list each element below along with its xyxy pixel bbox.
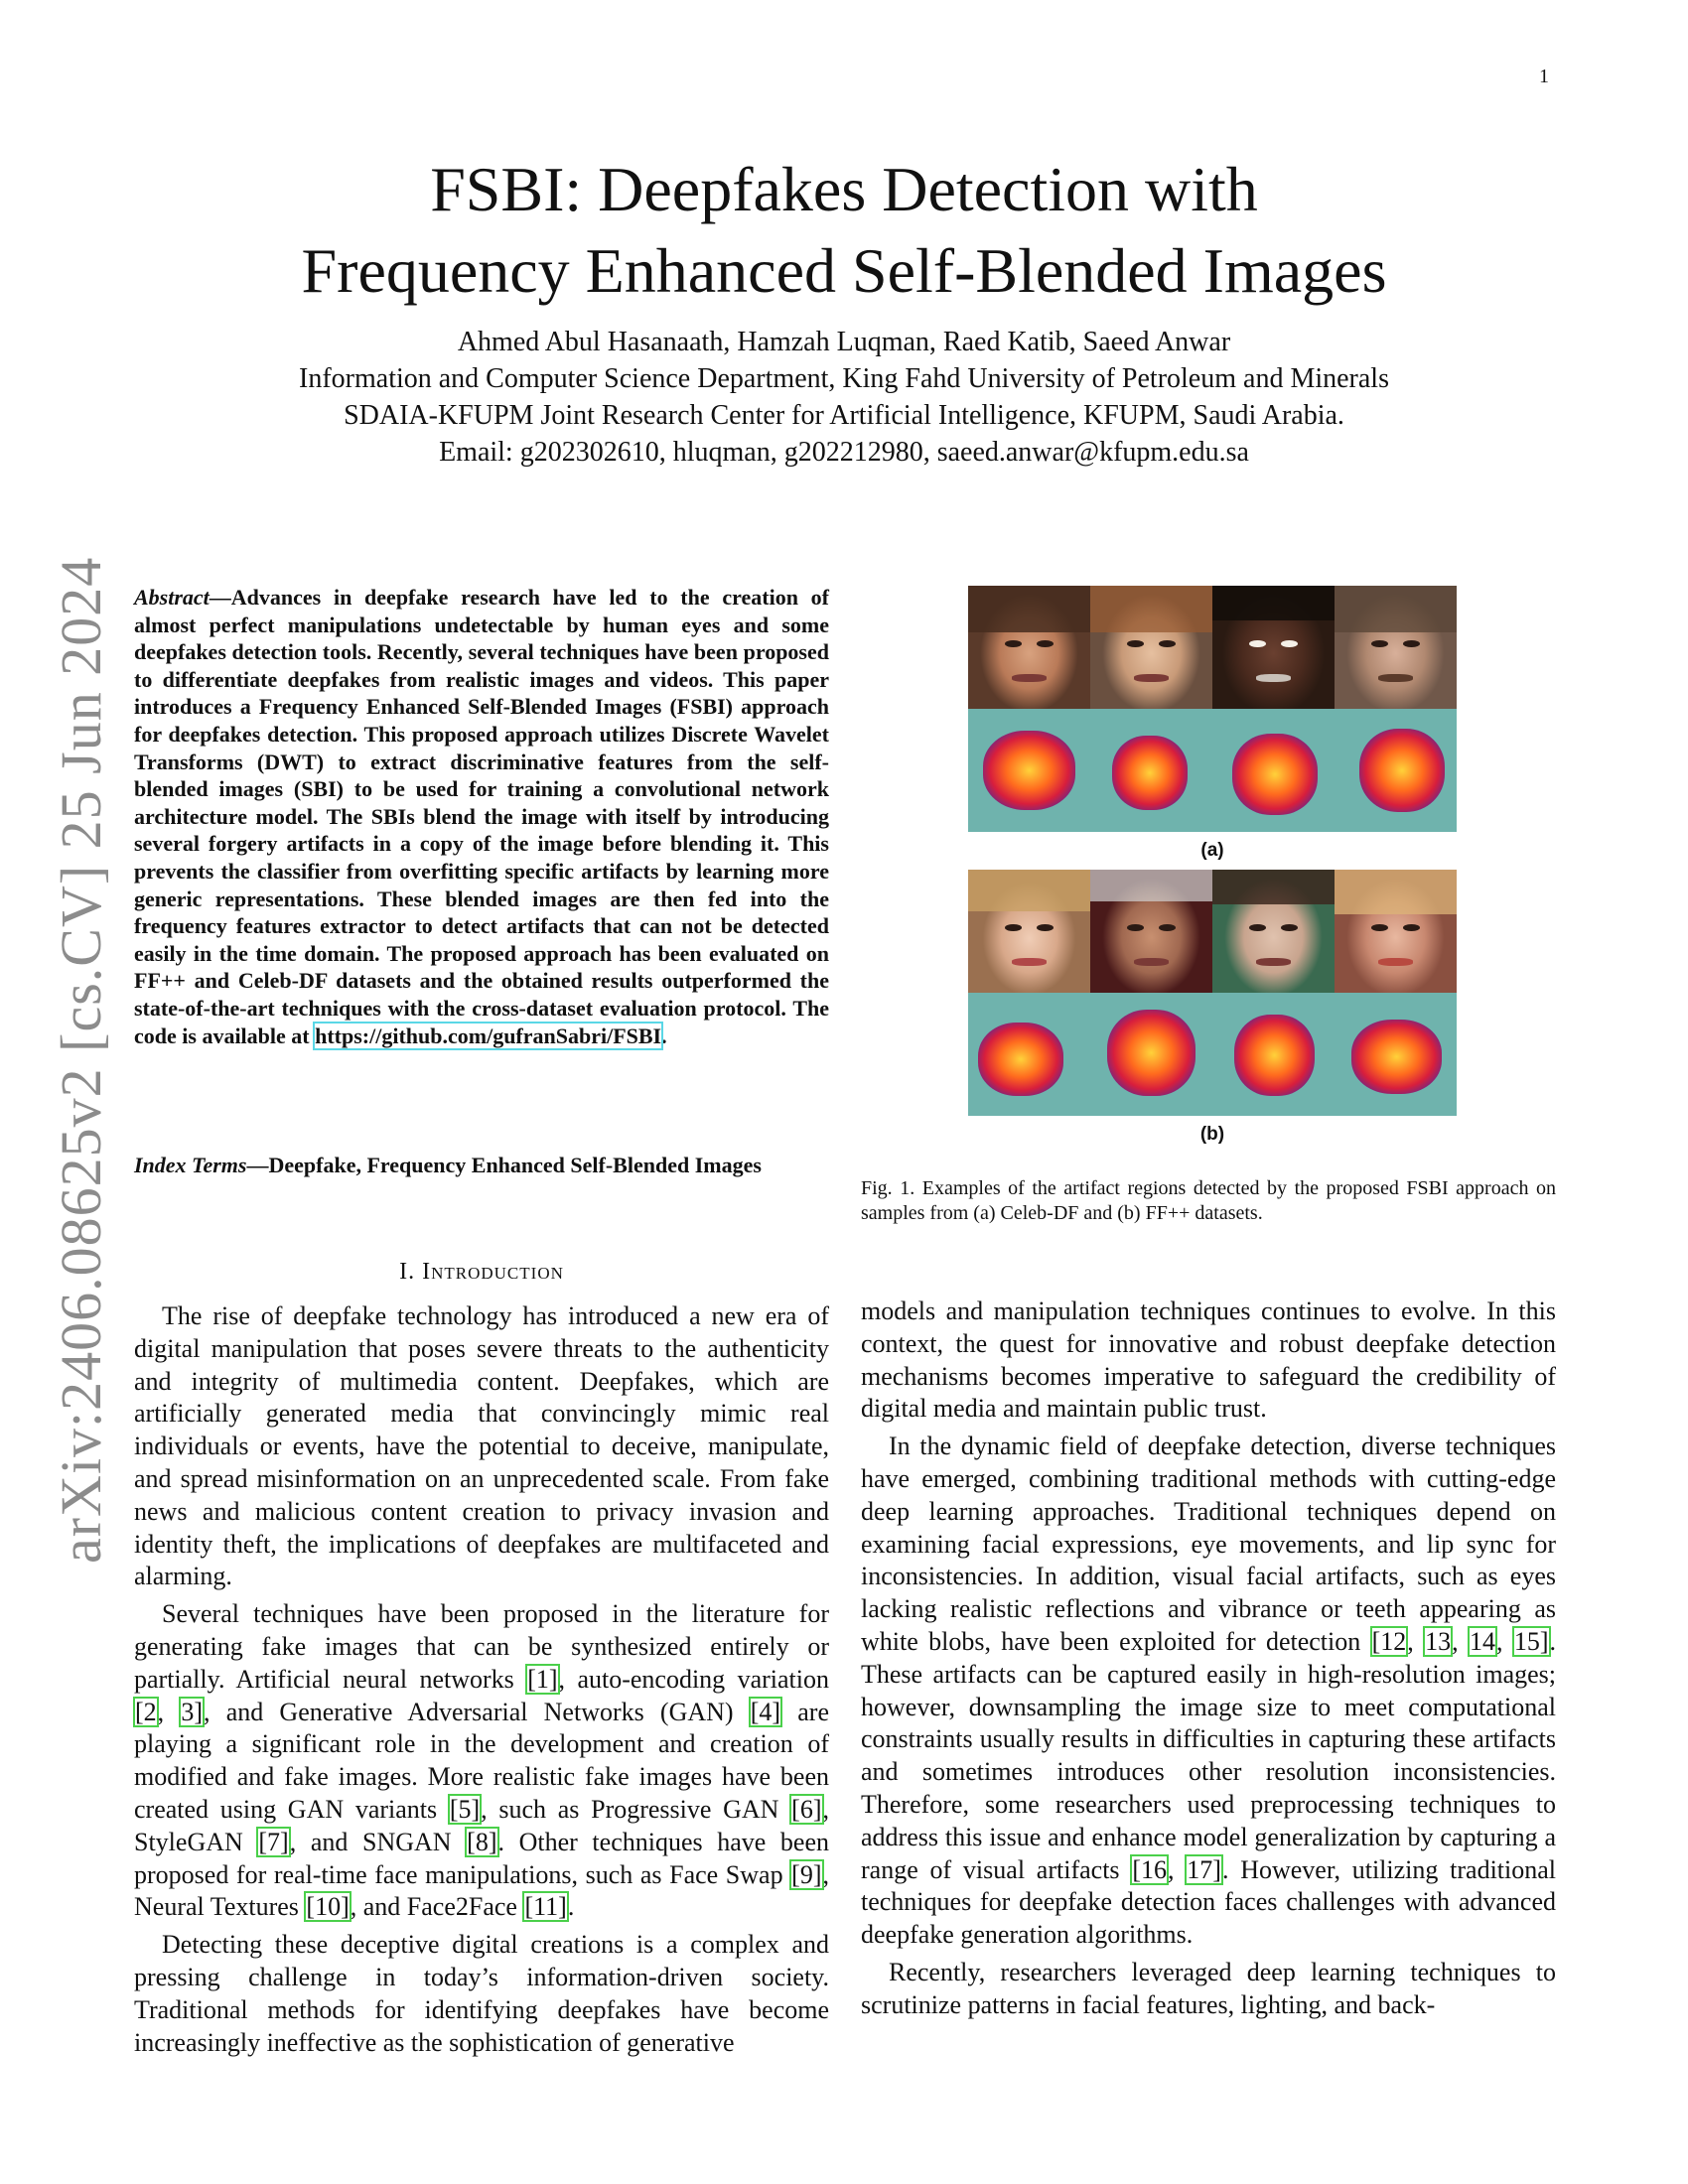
affiliation-1: Information and Computer Science Department, King Fahd University of Petroleum and Minerals [299, 363, 1389, 394]
citation-link[interactable]: [6] [791, 1794, 822, 1824]
text-run: . [567, 1892, 575, 1922]
author-email: Email: g202302610, hluqman, g202212980, saeed.anwar@kfupm.edu.sa [439, 437, 1249, 468]
figure-1a-grid [968, 586, 1457, 832]
face-image [1335, 586, 1457, 709]
heatmap-image [1212, 993, 1335, 1116]
abstract-lead: Abstract [134, 585, 210, 610]
citation-link[interactable]: [7] [258, 1827, 289, 1856]
abstract-end: . [661, 1023, 667, 1048]
text-run: , Neural Textures [134, 1859, 829, 1922]
citation-link[interactable]: 14 [1470, 1626, 1495, 1656]
heatmap-image [968, 709, 1090, 832]
intro-paragraph-6: Recently, researchers leveraged deep learning techniques to scrutinize patterns in facial features, lighting, and back- [861, 1957, 1556, 2019]
citation-link[interactable]: [5] [449, 1794, 481, 1824]
citation-link[interactable]: [9] [791, 1859, 822, 1889]
abstract-body: —Advances in deepfake research have led to the creation of almost perfect manipulations undetectable by human eyes and some deepfakes detection tools. Recently, several techniques have been proposed to differentiate deepfakes from realistic images and videos. This paper introduces a Frequency Enhanced Self-Blended Images (FSBI) approach for deepfakes detection. This proposed approach utilizes Discrete Wavelet Transforms (DWT) to extract discriminative features from the self-blended images (SBI) to be used for training a convolutional network architecture model. The SBIs blend the image with itself by introducing several forgery artifacts in a copy of the image before blending it. This prevents the classifier from overfitting specific artifacts by learning more generic representations. These blended images are then fed into the frequency features extractor to detect artifacts that can not be detected easily in the time domain. The proposed approach has been evaluated on FF++ and Celeb-DF datasets and the obtained results outperformed the state-of-the-art techniques with the cross-dataset evaluation protocol. The code is available at [134, 585, 829, 1048]
text-run: , such as Progressive GAN [481, 1794, 791, 1824]
text-run: , auto-encoding variation [558, 1664, 829, 1694]
left-column [134, 1300, 829, 2059]
citation-link[interactable]: 15] [1513, 1626, 1549, 1656]
title-line-2: Frequency Enhanced Self-Blended Images [301, 235, 1387, 306]
intro-paragraph-5: In the dynamic field of deepfake detection, diverse techniques have emerged, combining traditional methods with cutting-edge deep learning approaches. Traditional techniques depend on examining facial expressions, eye movements, and lip sync for inconsistencies. In addition, visual facial artifacts, such as eyes lacking realistic reflections and vibrance or teeth appearing as white blobs, have been exploited for detection [12, 13, 14, 15]. These artifacts can be captured easily in high-resolution images; however, downsampling the image size to meet computational constraints usually results in difficulties in capturing these artifacts and sometimes introduces other resolution inconsistencies. Therefore, some researchers used preprocessing techniques to address this issue and enhance model generalization by capturing a range of visual artifacts [16, 17]. However, utilizing traditional techniques for deepfake detection faces challenges with advanced deepfake generation algorithms. [861, 1432, 1557, 1950]
author-block [149, 324, 1539, 471]
intro-paragraph-4: models and manipulation techniques continues to evolve. In this context, the quest for innovative and robust deepfake detection mechanisms becomes imperative to safeguard the credibility of digital media and maintain public trust. [861, 1297, 1556, 1424]
heatmap-image [1090, 993, 1212, 1116]
citation-link[interactable]: [10] [306, 1892, 350, 1922]
heatmap-image [1335, 709, 1457, 832]
paper-title [149, 149, 1539, 312]
text-run: are playing a significant role in the development and creation of modified and fake images. More realistic fake images have been created using GAN variants [134, 1697, 829, 1824]
arxiv-identifier: arXiv:2406.08625v2 [cs.CV] 25 Jun 2024 [49, 556, 113, 1564]
text-run: , and Generative Adversarial Networks (GAN) [204, 1697, 750, 1726]
text-run: , and Face2Face [350, 1892, 524, 1922]
figure-label-a: (a) [1200, 840, 1224, 861]
heatmap-image [1335, 993, 1457, 1116]
text-run: , [157, 1697, 181, 1726]
text-run: Several techniques have been proposed in the literature for generating fake images that can be synthesized entirely or partially. Artificial neural networks [134, 1599, 829, 1694]
author-names: Ahmed Abul Hasanaath, Hamzah Luqman, Raed Katib, Saeed Anwar [457, 327, 1231, 357]
text-run: . These artifacts can be captured easily in high-resolution images; however, downsampling the image size to meet computational constraints usually results in difficulties in capturing these artifacts and sometimes introduces other resolution inconsistencies. Therefore, some researchers used preprocessing techniques to address this issue and enhance model generalization by capturing a range of visual artifacts [861, 1626, 1557, 1884]
face-image [968, 870, 1090, 993]
right-column [861, 1296, 1556, 2022]
text-run: In the dynamic field of deepfake detection, diverse techniques have emerged, combining traditional methods with cutting-edge deep learning approaches. Traditional techniques depend on examining facial expressions, eye movements, and lip sync for inconsistencies. In addition, visual facial artifacts, such as eyes lacking realistic reflections and vibrance or teeth appearing as white blobs, have been exploited for detection [861, 1432, 1556, 1656]
face-image [1090, 586, 1212, 709]
citation-link[interactable]: 3] [181, 1697, 204, 1726]
intro-paragraph-3: Detecting these deceptive digital creations is a complex and pressing challenge in today’s information-driven society. Traditional methods for identifying deepfakes have become increasingly ineffective as the sophistication of generative [134, 1930, 829, 2057]
citation-link[interactable]: [11] [524, 1892, 567, 1922]
figure-1-caption: Fig. 1. Examples of the artifact regions detected by the proposed FSBI approach on samples from (a) Celeb-DF and (b) FF++ datasets. [861, 1177, 1556, 1224]
text-run: , StyleGAN [134, 1794, 829, 1856]
index-terms-body: —Deepfake, Frequency Enhanced Self-Blended Images [246, 1153, 762, 1177]
face-image [1335, 870, 1457, 993]
face-image [1090, 870, 1212, 993]
section-name: Introduction [422, 1259, 564, 1285]
index-terms [134, 1152, 829, 1179]
affiliation-2: SDAIA-KFUPM Joint Research Center for Artificial Intelligence, KFUPM, Saudi Arabia. [344, 400, 1344, 431]
intro-paragraph-2 [134, 1598, 829, 1924]
text-run: . Other techniques have been proposed for real-time face manipulations, such as Face Swap [134, 1827, 829, 1889]
figure-1 [968, 586, 1457, 1154]
page-number: 1 [1539, 66, 1549, 87]
citation-link[interactable]: [12 [1371, 1626, 1407, 1656]
intro-paragraph-1: The rise of deepfake technology has introduced a new era of digital manipulation that poses severe threats to the authenticity and integrity of multimedia content. Deepfakes, which are artificially generated media that convincingly mimic real individuals or events, have the potential to deceive, manipulate, and spread misinformation on an unprecedented scale. From fake news and malicious content creation to privacy invasion and identity theft, the implications of deepfakes are multifaceted and alarming. [134, 1301, 829, 1591]
face-image [1212, 870, 1335, 993]
citation-link[interactable]: [1] [527, 1664, 558, 1694]
citation-link[interactable]: [2 [135, 1697, 157, 1726]
figure-1b-grid [968, 870, 1457, 1116]
heatmap-image [968, 993, 1090, 1116]
abstract [134, 584, 829, 1049]
figure-label-b: (b) [1199, 1124, 1225, 1145]
code-link[interactable]: https://github.com/gufranSabri/FSBI [315, 1023, 662, 1048]
citation-link[interactable]: [8] [467, 1827, 497, 1856]
section-heading-introduction [134, 1259, 829, 1286]
citation-link[interactable]: 13 [1425, 1626, 1452, 1656]
text-run: , and SNGAN [289, 1827, 467, 1856]
face-image [968, 586, 1090, 709]
section-number: I. [399, 1259, 423, 1285]
face-image [1212, 586, 1335, 709]
citation-link[interactable]: [4] [750, 1697, 781, 1726]
citation-link[interactable]: 17] [1187, 1854, 1221, 1884]
text-run: . However, utilizing traditional techniques for deepfake detection faces challenges with advanced deepfake generation algorithms. [861, 1854, 1557, 1950]
heatmap-image [1212, 709, 1335, 832]
index-terms-lead: Index Terms [134, 1153, 247, 1177]
heatmap-image [1090, 709, 1212, 832]
citation-link[interactable]: [16 [1132, 1854, 1167, 1884]
title-line-1: FSBI: Deepfakes Detection with [430, 154, 1258, 224]
